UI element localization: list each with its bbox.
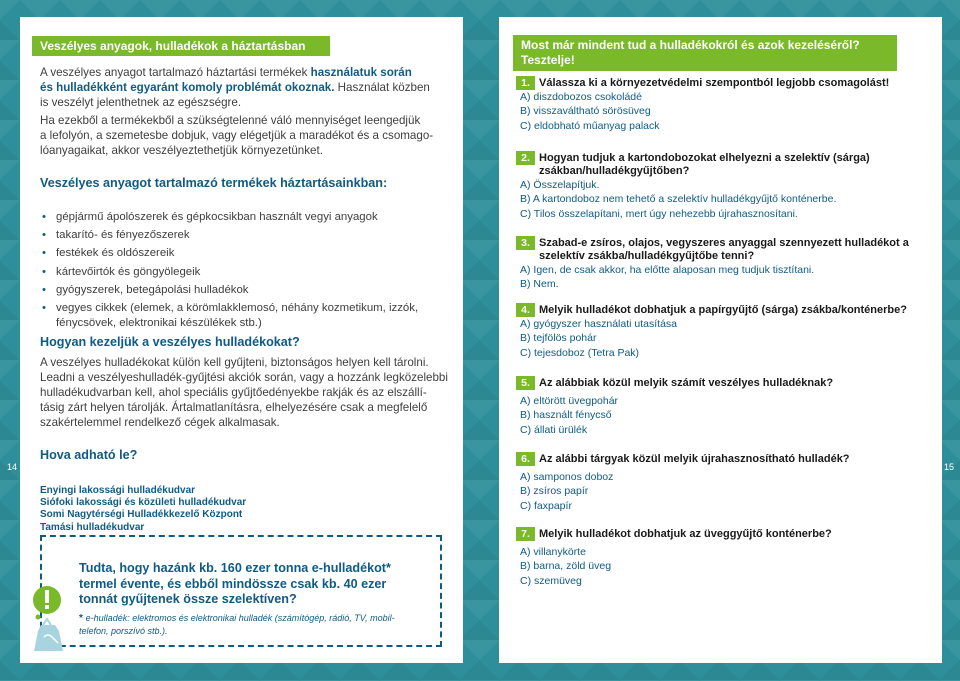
list-item: [40, 283, 450, 298]
answer-option: A) samponos doboz: [520, 470, 614, 483]
question-heading: [513, 453, 933, 466]
handling-heading: Hogyan kezeljük a veszélyes hulladékokat?: [40, 335, 300, 349]
answer-option: B) visszaváltható sörösüveg: [520, 105, 651, 118]
tip-line: termel évente, és ebből mindössze csak kb. 40 ezer: [79, 576, 387, 591]
location-item: Siófoki lakossági és közületi hulladékudvar: [40, 497, 247, 509]
left-title-bar: Veszélyes anyagok, hulladékok a háztartásban: [32, 36, 330, 56]
question-number: 1.: [516, 76, 535, 90]
right-page: [499, 17, 942, 663]
did-you-know-box: [40, 535, 442, 647]
answer-option: C) állati ürülék: [520, 423, 588, 436]
intro-line2-bold: és hulladékként egyaránt komoly problémát okoznak.: [40, 81, 335, 94]
question-number: 4.: [516, 303, 535, 317]
intro-paragraph: [40, 65, 455, 110]
question-number: 7.: [516, 527, 535, 541]
list-item: [40, 301, 450, 331]
quiz-question-3: [513, 237, 933, 292]
page-number-right: 15: [943, 462, 954, 472]
handling-line: hulladékudvarban kell, ahol speciális gyűjtőedényekbe rakják és az elszállí-: [40, 386, 427, 399]
quiz-question-4: [513, 304, 933, 361]
footnote-star: *: [79, 613, 86, 624]
handling-paragraph: [40, 355, 460, 430]
tip-line: Tudta, hogy hazánk kb. 160 ezer tonna e-hulladékot*: [79, 561, 391, 575]
question-heading: [513, 304, 933, 317]
question-text: Az alábbi tárgyak közül melyik újrahasznosítható hulladék?: [539, 453, 850, 465]
question-number: 6.: [516, 452, 535, 466]
answer-option: A) Igen, de csak akkor, ha előtte alaposan meg tudjuk tisztítani.: [520, 263, 815, 276]
answer-option: C) eldobható műanyag palack: [520, 119, 660, 132]
intro-line1-bold: használatuk során: [310, 66, 412, 79]
answer-option: A) gyógyszer használati utasítása: [520, 317, 677, 330]
location-item: Enyingi lakossági hulladékudvar: [40, 485, 196, 496]
answer-option: C) szemüveg: [520, 574, 582, 587]
exclamation-trash-bag-icon: [29, 579, 69, 657]
hazard-line: a lefolyón, a szemetesbe dobjuk, vagy elégetjük a maradékot és a csomago-: [40, 129, 434, 142]
answer-option: B) Nem.: [520, 278, 559, 291]
answer-option: C) Tilos összelapítani, mert úgy nehezebb újrahasznosítani.: [520, 207, 798, 220]
quiz-question-2: [513, 152, 933, 221]
handling-line: Leadni a veszélyeshulladék-gyűjtési akciók során, vagy a hozzánk legközelebbi: [40, 371, 448, 384]
question-text: Melyik hulladékot dobhatjuk az üveggyűjtő konténerbe?: [539, 528, 832, 540]
quiz-question-6: [513, 453, 933, 514]
list-item-text: gyógyszerek, betegápolási hulladékok: [56, 283, 249, 296]
answer-option: A) eltörött üvegpohár: [520, 394, 619, 407]
list-item: [40, 246, 450, 261]
answer-option: A) diszdobozos csokoládé: [520, 90, 642, 103]
list-item: [40, 210, 450, 225]
question-text: Hogyan tudjuk a kartondobozokat elhelyezni a szelektív (sárga) zsákban/hulladékgyűjtőben?: [539, 152, 870, 177]
question-text: Melyik hulladékot dobhatjuk a papírgyűjtő (sárga) zsákba/konténerbe?: [539, 304, 907, 316]
answer-option: B) használt fénycső: [520, 409, 612, 422]
question-number: 2.: [516, 151, 535, 165]
answer-option: C) tejesdoboz (Tetra Pak): [520, 346, 640, 359]
e-waste-footnote: [79, 612, 419, 637]
list-item-text: vegyes cikkek (elemek, a körömlakklemosó, néhány kozmetikum, izzók, fénycsövek, elektronikai készülékek stb.): [56, 301, 419, 329]
intro-line1: A veszélyes anyagot tartalmazó háztartási termékek: [40, 66, 311, 79]
list-item-text: gépjármű ápolószerek és gépkocsikban használt vegyi anyagok: [56, 211, 378, 223]
bullet-icon: •: [42, 283, 46, 296]
question-heading: [513, 377, 933, 390]
products-list: [40, 210, 450, 334]
question-heading: [513, 152, 899, 178]
tip-line: tonnát gyűjtenek össze szelektíven?: [79, 592, 297, 606]
hazard-paragraph: [40, 113, 460, 158]
question-heading: [513, 237, 939, 263]
question-heading: [513, 77, 933, 90]
question-text: Szabad-e zsíros, olajos, vegyszeres anyaggal szennyezett hulladékot a szelektív zsákba/hulladékgyűjtőbe tenni?: [539, 237, 909, 262]
intro-line3: is veszélyt jelenthetnek az egészségre.: [40, 96, 242, 109]
answer-option: A) Összelapítjuk.: [520, 178, 600, 191]
answer-option: B) barna, zöld üveg: [520, 560, 612, 573]
handling-line: tásig zárt helyen tárolják. Ártalmatlanításra, elhelyezésére csak a megfelelő: [40, 401, 428, 414]
footnote-line: e-hulladék: elektromos és elektronikai hulladék (számítógép, rádió, TV, mobil-: [85, 613, 395, 623]
answer-option: B) A kartondoboz nem tehető a szelektív hulladékgyűjtő konténerbe.: [520, 193, 837, 206]
bullet-icon: •: [42, 211, 46, 223]
question-number: 5.: [516, 376, 535, 390]
bullet-icon: •: [42, 301, 46, 314]
left-page: [20, 17, 463, 663]
handling-line: A veszélyes hulladékokat külön kell gyűjteni, biztonságos helyen kell tárolni.: [40, 356, 429, 369]
bullet-icon: •: [42, 265, 46, 278]
page-number-left: 14: [7, 462, 18, 472]
location-item: Tamási hulladékudvar: [40, 521, 145, 533]
quiz-question-1: [513, 77, 933, 134]
answer-option: B) zsíros papír: [520, 485, 589, 498]
question-text: Válassza ki a környezetvédelmi szempontból legjobb csomagolást!: [539, 77, 890, 89]
dropoff-heading: Hova adható le?: [40, 448, 138, 462]
bullet-icon: •: [42, 229, 46, 242]
hazard-line: lóanyagaikat, akkor veszélyeztethetjük környezetünket.: [40, 144, 323, 157]
intro-line2: Használat közben: [334, 81, 430, 94]
hazard-line: Ha ezekből a termékekből a szükségtelenné váló mennyiséget leengedjük: [40, 114, 421, 127]
quiz-question-5: [513, 377, 933, 438]
quiz-title: Most már mindent tud a hulladékokról és azok kezeléséről?: [521, 38, 860, 52]
quiz-subtitle: Tesztelje!: [521, 53, 575, 67]
answer-option: B) tejfölös pohár: [520, 332, 597, 345]
quiz-title-bar: [513, 35, 897, 71]
location-item: Somi Nagytérségi Hulladékkezelő Központ: [40, 509, 243, 521]
question-number: 3.: [516, 236, 535, 250]
quiz-question-7: [513, 528, 933, 589]
list-item: [40, 265, 450, 280]
question-text: Az alábbiak közül melyik számít veszélyes hulladéknak?: [539, 377, 834, 389]
did-you-know-text: [79, 561, 409, 608]
answer-option: C) faxpapír: [520, 499, 572, 512]
footnote-line: telefon, porszívó stb.).: [79, 626, 168, 636]
list-item-text: festékek és oldószereik: [56, 247, 175, 260]
handling-line: szakértelemmel rendelkező cégek alkalmasak.: [40, 416, 280, 429]
list-item-text: kártevőirtók és göngyölegeik: [56, 265, 201, 278]
answer-option: A) villanykörte: [520, 545, 586, 558]
dropoff-locations: [40, 485, 246, 534]
bullet-icon: •: [42, 247, 46, 260]
products-heading: Veszélyes anyagot tartalmazó termékek háztartásainkban:: [40, 176, 388, 190]
list-item-text: takarító- és fényezőszerek: [56, 229, 190, 242]
question-heading: [513, 528, 933, 541]
list-item: [40, 228, 450, 243]
